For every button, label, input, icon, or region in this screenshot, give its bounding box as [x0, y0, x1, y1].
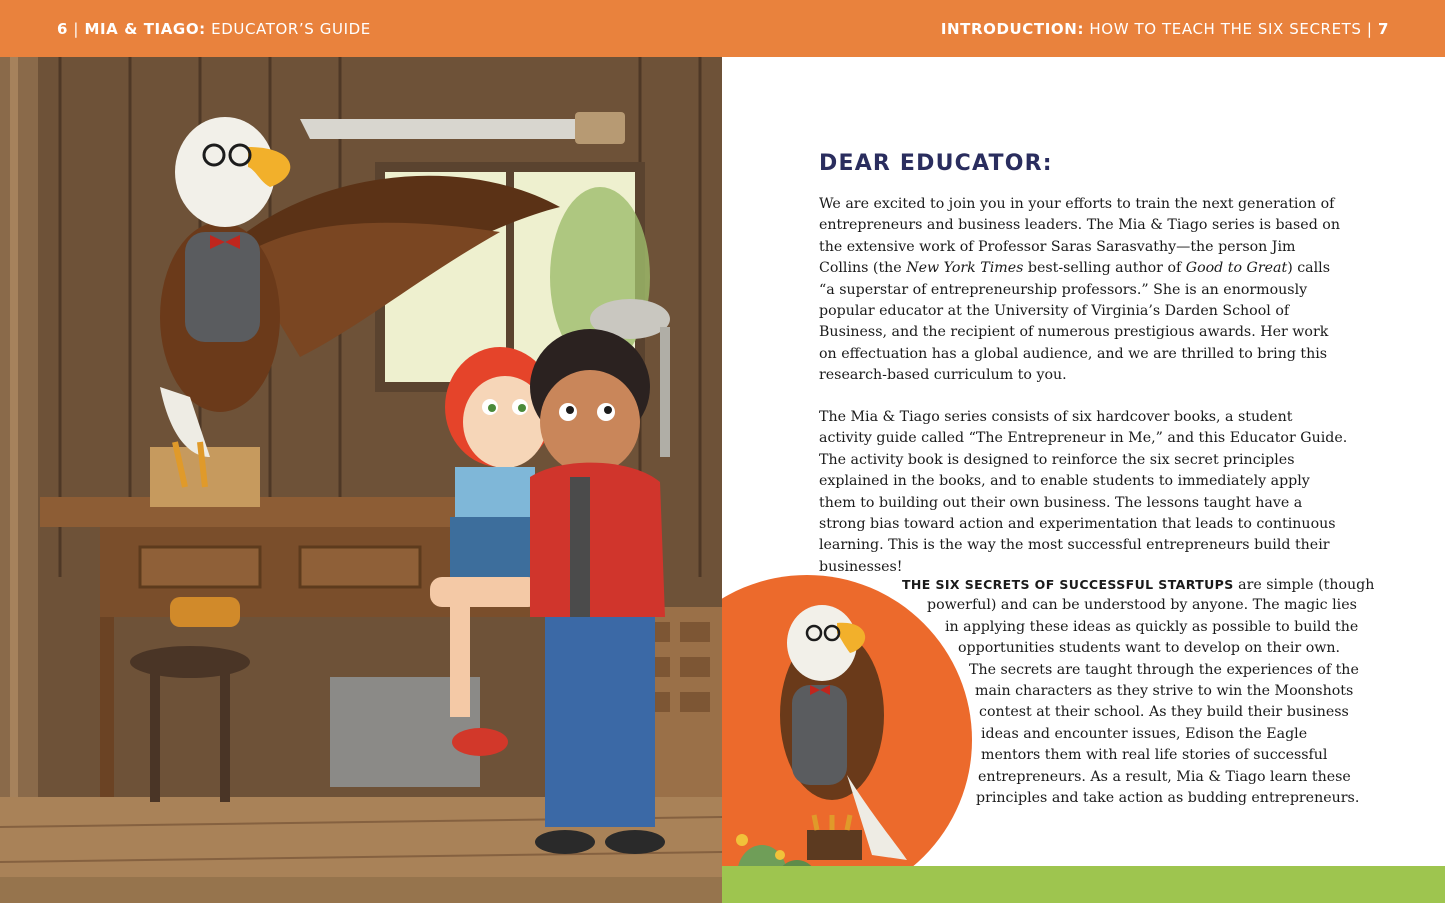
para1-book-title: Good to Great — [1185, 260, 1288, 277]
text-line-segment: are simple (though — [1233, 577, 1375, 593]
intro-paragraph — [819, 194, 1349, 387]
drill — [170, 597, 240, 627]
text-line: entrepreneurs. As a result, Mia & Tiago learn these — [978, 768, 1351, 785]
para1-text-a: We are excited to join you in your efforts to train the next generation of entrepreneurs and business leaders. The Mia & Tiago series is based on the extensive work of Professor Saras Sarasvathy—the person Jim Collins (the — [819, 196, 1340, 277]
right-header — [941, 20, 1389, 38]
left-guide-title: EDUCATOR’S GUIDE — [211, 20, 371, 38]
left-page-number: 6 — [57, 20, 69, 38]
text-line: ideas and encounter issues, Edison the Eagle — [981, 725, 1308, 742]
series-paragraph: The Mia & Tiago series consists of six hardcover books, a student activity guide called “The Entrepreneur in Me,” and this Educator Guide. The activity book is designed to reinforce the six secret principles explained in the books, and to enable students to immediately apply them to building out their own business. The lessons taught have a strong bias toward action and experimentation that leads to continuous learning. This is the way the most successful entrepreneurs build their businesses! — [819, 409, 1348, 575]
text-line: The secrets are taught through the experiences of the — [969, 661, 1359, 678]
illustration-svg — [0, 57, 722, 903]
page-header — [0, 0, 1445, 57]
text-line: powerful) and can be understood by anyone. The magic lies — [927, 597, 1357, 614]
six-secrets-lead: THE SIX SECRETS OF SUCCESSFUL STARTUPS — [902, 577, 1234, 592]
right-section-title: INTRODUCTION: — [940, 20, 1085, 38]
workshop-illustration — [0, 57, 722, 903]
boy-tiago — [530, 329, 665, 854]
header-separator: | — [73, 20, 80, 38]
para1-text-e: ) calls “a superstar of entrepreneurship professors.” She is an enormously popular educator at the University of Virginia’s Darden School of Business, and the recipient of numerous prestigious awards. Her work on effectuation has a global audience, and we are thrilled to bring this research-based curriculum to you. — [819, 260, 1330, 384]
text-line: in applying these ideas as quickly as possible to build the — [945, 618, 1359, 635]
text-line — [902, 574, 1374, 596]
saw-blade — [300, 119, 600, 139]
text-line: opportunities students want to develop on their own. — [958, 640, 1341, 657]
text-line: principles and take action as budding entrepreneurs. — [976, 790, 1360, 806]
page-heading: DEAR EDUCATOR: — [819, 151, 1053, 176]
text-line: mentors them with real life stories of successful — [981, 747, 1328, 764]
para1-text-c: best-selling author of — [1023, 260, 1186, 277]
green-footer-band — [722, 866, 1445, 903]
text-line: contest at their school. As they build their business — [979, 704, 1349, 721]
text-line: main characters as they strive to win the Moonshots — [975, 683, 1354, 699]
left-book-title: MIA & TIAGO: — [84, 20, 206, 38]
header-separator: | — [1366, 20, 1373, 38]
left-header — [57, 20, 371, 38]
stool — [130, 646, 250, 678]
right-page — [722, 57, 1445, 903]
para1-nyt: New York Times — [906, 260, 1024, 277]
right-page-number: 7 — [1377, 20, 1389, 38]
eagle-circle-graphic — [722, 575, 982, 903]
right-section-subtitle: HOW TO TEACH THE SIX SECRETS — [1089, 20, 1362, 38]
